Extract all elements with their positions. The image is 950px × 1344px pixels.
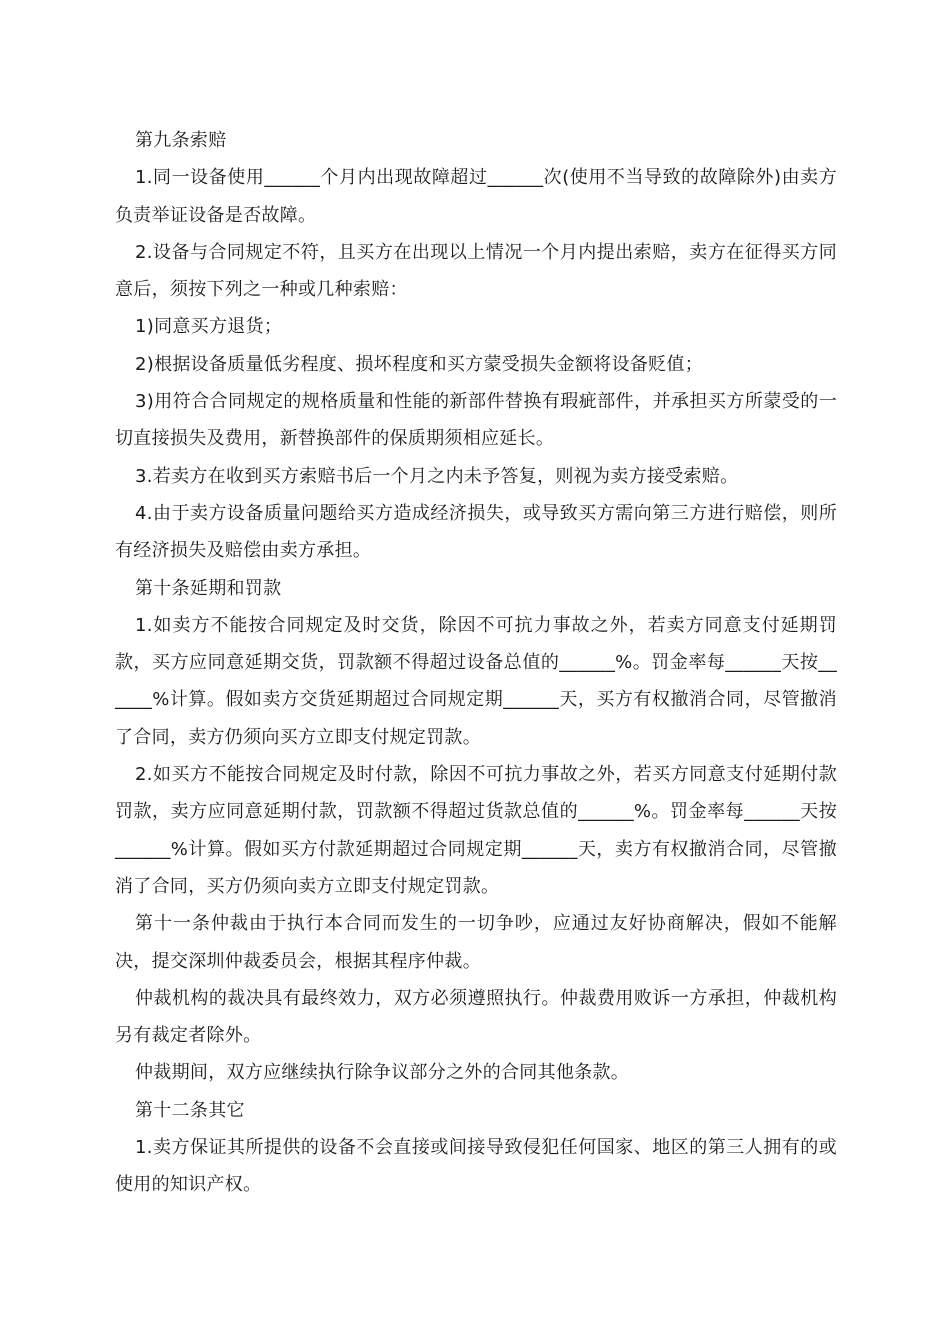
clause-9-2-option-2: 2)根据设备质量低劣程度、损坏程度和买方蒙受损失金额将设备贬值；	[135, 353, 704, 375]
clause-10-2: 2.如买方不能按合同规定及时付款，除因不可抗力事故之外，若买方同意支付延期付款罚款，卖方应同意延期付款，罚款额不得超过货款总值的______%。罚金率每______天按______%计算。假如买方付款延期超过合同规定期______天，卖方有权撤消合同，尽管撤消了合同，买方仍须向卖方立即支付规定罚款。	[115, 764, 837, 897]
clause-11-during-arbitration: 仲裁期间，双方应继续执行除争议部分之外的合同其他条款。	[135, 1062, 630, 1084]
clause-9-2-option-1: 1)同意买方退货；	[135, 316, 283, 338]
clause-11-award: 仲裁机构的裁决具有最终效力，双方必须遵照执行。仲裁费用败诉一方承担，仲裁机构另有裁定者除外。	[115, 987, 837, 1047]
clause-9-3: 3.若卖方在收到买方索赔书后一个月之内未予答复，则视为卖方接受索赔。	[135, 465, 739, 487]
document-body	[115, 122, 837, 1204]
clause-9-1: 1.同一设备使用______个月内出现故障超过______次(使用不当导致的故障除外)由卖方负责举证设备是否故障。	[115, 167, 837, 226]
clause-12-1: 1.卖方保证其所提供的设备不会直接或间接导致侵犯任何国家、地区的第三人拥有的或使用的知识产权。	[115, 1137, 837, 1196]
section-heading-article-10: 第十条延期和罚款	[135, 577, 282, 599]
clause-9-2: 2.设备与合同规定不符，且买方在出现以上情况一个月内提出索赔，卖方在征得买方同意后，须按下列之一种或几种索赔：	[115, 241, 837, 301]
section-article-11: 第十一条仲裁由于执行本合同而发生的一切争吵，应通过友好协商解决，假如不能解决，提交深圳仲裁委员会，根据其程序仲裁。	[115, 913, 837, 972]
section-heading-article-9: 第九条索赔	[135, 130, 227, 151]
section-heading-article-12: 第十二条其它	[135, 1099, 245, 1121]
clause-9-4: 4.由于卖方设备质量问题给买方造成经济损失，或导致买方需向第三方进行赔偿，则所有经济损失及赔偿由卖方承担。	[115, 502, 837, 562]
clause-9-2-option-3: 3)用符合合同规定的规格质量和性能的新部件替换有瑕疵部件，并承担买方所蒙受的一切直接损失及费用，新替换部件的保质期须相应延长。	[115, 391, 837, 450]
clause-10-1: 1.如卖方不能按合同规定及时交货，除因不可抗力事故之外，若卖方同意支付延期罚款，买方应同意延期交货，罚款额不得超过设备总值的______%。罚金率每______天按______%计算。假如卖方交货延期超过合同规定期______天，买方有权撤消合同，尽管撤消了合同，卖方仍须向买方立即支付规定罚款。	[115, 614, 837, 748]
